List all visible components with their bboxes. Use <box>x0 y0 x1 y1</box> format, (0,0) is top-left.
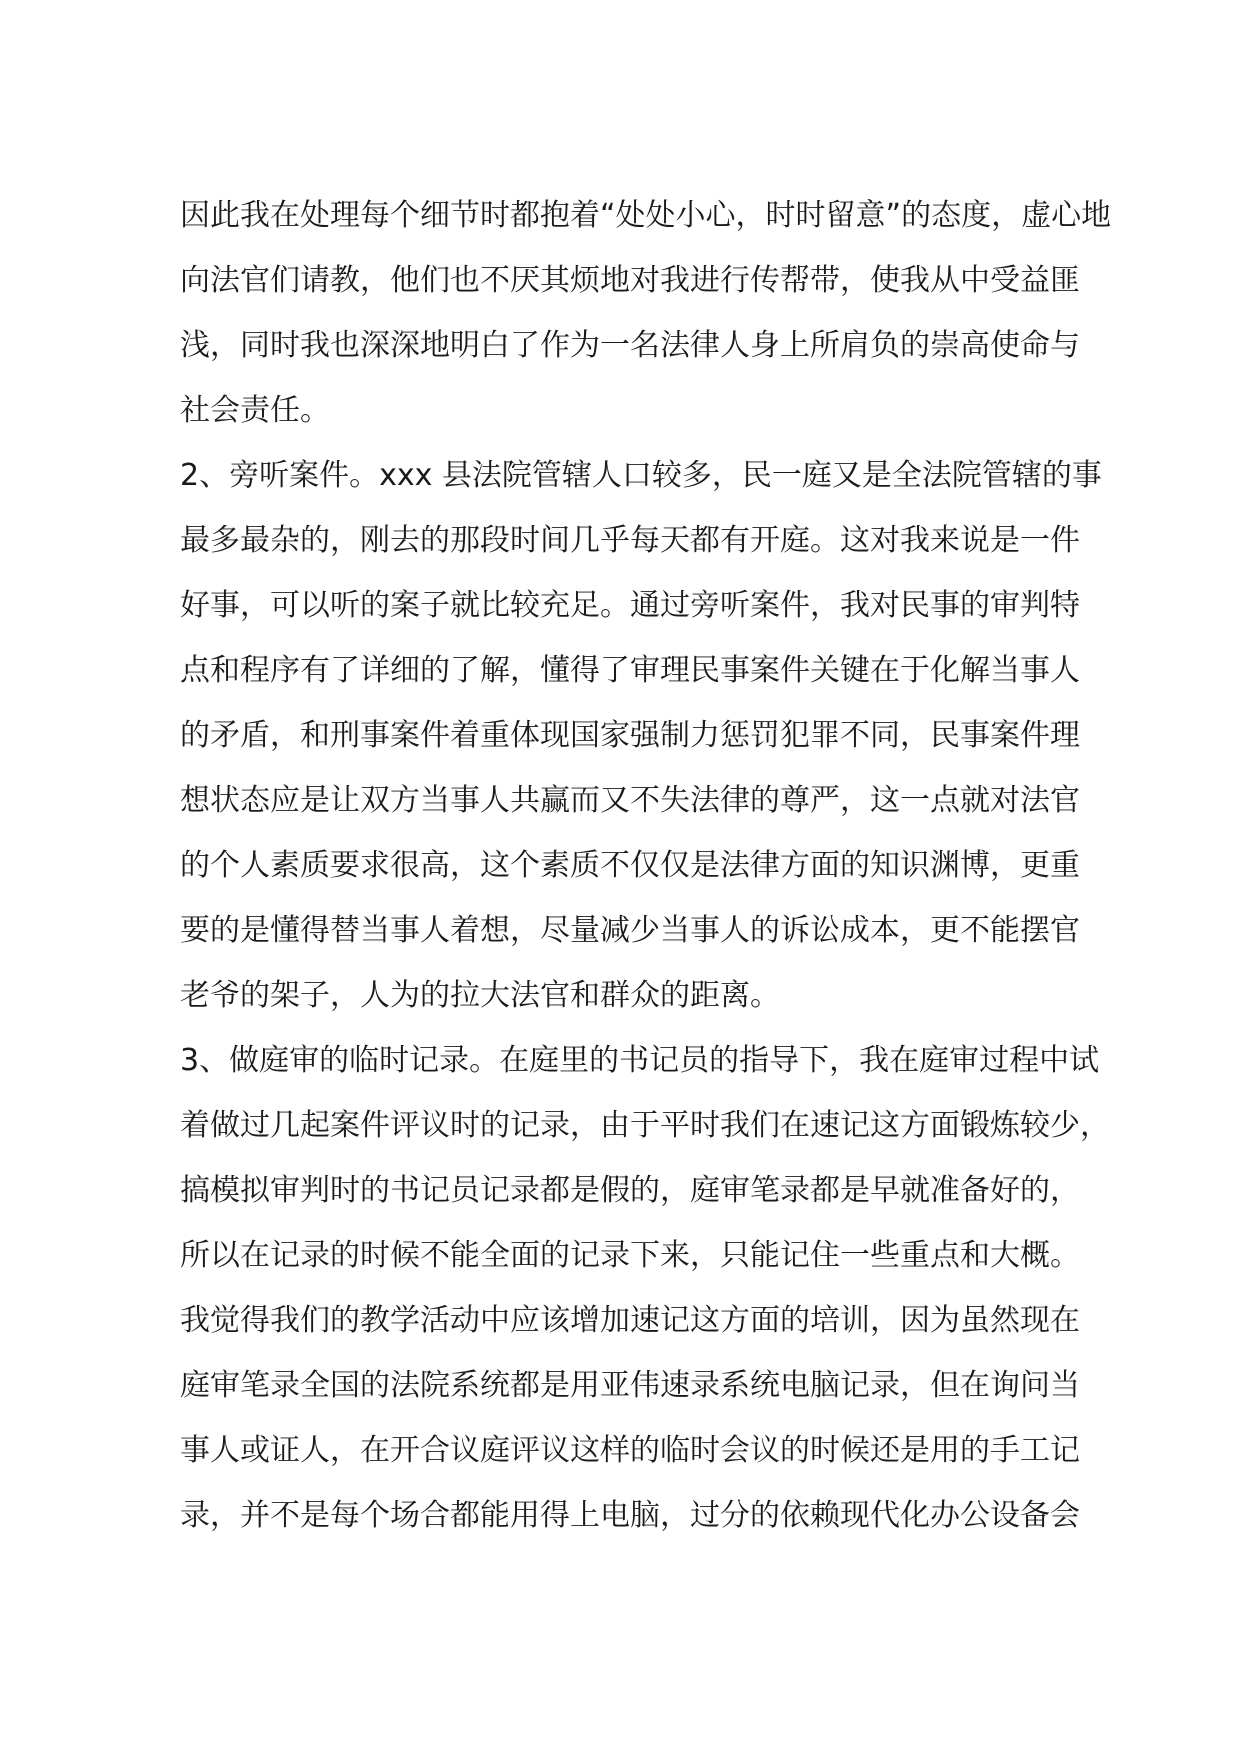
text-line: 录，并不是每个场合都能用得上电脑，过分的依赖现代化办公设备会 <box>180 1498 1080 1533</box>
text-line: 向法官们请教，他们也不厌其烦地对我进行传帮带，使我从中受益匪 <box>180 263 1080 298</box>
text-line: 社会责任。 <box>180 393 330 428</box>
text-line: 我觉得我们的教学活动中应该增加速记这方面的培训，因为虽然现在 <box>180 1303 1080 1338</box>
text-line: 着做过几起案件评议时的记录，由于平时我们在速记这方面锻炼较少， <box>180 1108 1110 1143</box>
text-line: 好事，可以听的案子就比较充足。通过旁听案件，我对民事的审判特 <box>180 588 1080 623</box>
text-line: 老爷的架子，人为的拉大法官和群众的距离。 <box>180 978 780 1013</box>
text-line: 3、做庭审的临时记录。在庭里的书记员的指导下，我在庭审过程中试 <box>180 1043 1100 1078</box>
text-line: 的矛盾，和刑事案件着重体现国家强制力惩罚犯罪不同，民事案件理 <box>180 718 1080 753</box>
text-line: 搞模拟审判时的书记员记录都是假的，庭审笔录都是早就准备好的， <box>180 1173 1080 1208</box>
text-line: 庭审笔录全国的法院系统都是用亚伟速录系统电脑记录，但在询问当 <box>180 1368 1080 1403</box>
text-line: 要的是懂得替当事人着想，尽量减少当事人的诉讼成本，更不能摆官 <box>180 913 1080 948</box>
text-line: 所以在记录的时候不能全面的记录下来，只能记住一些重点和大概。 <box>180 1238 1080 1273</box>
text-line: 因此我在处理每个细节时都抱着“处处小心，时时留意”的态度，虚心地 <box>180 198 1112 233</box>
text-line: 浅，同时我也深深地明白了作为一名法律人身上所肩负的崇高使命与 <box>180 328 1080 363</box>
text-line: 的个人素质要求很高，这个素质不仅仅是法律方面的知识渊博，更重 <box>180 848 1080 883</box>
text-line: 想状态应是让双方当事人共赢而又不失法律的尊严，这一点就对法官 <box>180 783 1080 818</box>
body-text <box>180 183 1112 1548</box>
text-line: 点和程序有了详细的了解，懂得了审理民事案件关键在于化解当事人 <box>180 653 1080 688</box>
text-line: 事人或证人，在开合议庭评议这样的临时会议的时候还是用的手工记 <box>180 1433 1080 1468</box>
text-line: 2、旁听案件。xxx 县法院管辖人口较多，民一庭又是全法院管辖的事 <box>180 458 1102 493</box>
text-line: 最多最杂的，刚去的那段时间几乎每天都有开庭。这对我来说是一件 <box>180 523 1080 558</box>
